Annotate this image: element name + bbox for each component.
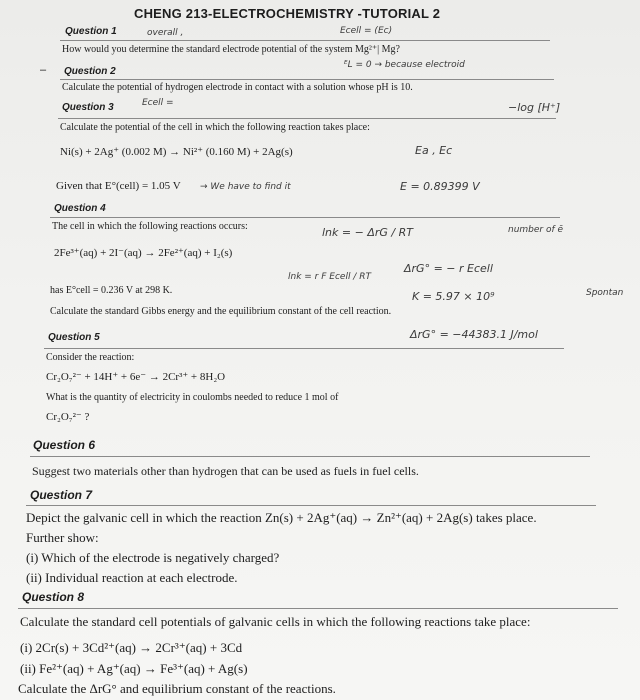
- q8-text: Calculate the standard cell potentials of galvanic cells in which the following reactions take place:: [20, 614, 531, 629]
- q1-text: How would you determine the standard electrode potential of the system Mg²⁺| Mg?: [62, 44, 400, 55]
- q5-text2: What is the quantity of electricity in coulombs needed to reduce 1 mol of: [46, 392, 339, 403]
- q2-note-ecell: Ecell =: [142, 98, 174, 108]
- q6-divider: [30, 456, 590, 457]
- q8-part-i: (i) 2Cr(s) + 3Cd²⁺(aq) → 2Cr³⁺(aq) + 3Cd: [20, 640, 243, 655]
- q4-note-k: K = 5.97 × 10⁹: [412, 290, 495, 303]
- question-1-label: Question 1: [65, 26, 117, 37]
- q4-text2: Calculate the standard Gibbs energy and the equilibrium constant of the cell reaction.: [50, 306, 392, 317]
- q1-note-ecell: Ecell = (Ec): [340, 26, 393, 36]
- q8-part-ii: (ii) Fe²⁺(aq) + Ag⁺(aq) → Fe³⁺(aq) + Ag(s): [20, 661, 248, 676]
- q4-reaction: 2Fe³⁺(aq) + 2I⁻(aq) → 2Fe²⁺(aq) + I₂(s): [54, 247, 233, 259]
- q3-note-find: → We have to find it: [200, 182, 291, 192]
- q1-note-line2: ᴱL = 0 → because electroid: [344, 60, 465, 70]
- q7-part-ii: (ii) Individual reaction at each electrode.: [26, 570, 238, 585]
- question-4-label: Question 4: [54, 203, 106, 214]
- question-2-label: Question 2: [64, 66, 116, 77]
- q6-text: Suggest two materials other than hydrogen that can be used as fuels in fuel cells.: [32, 464, 419, 478]
- q3-text: Calculate the potential of the cell in which the following reaction takes place:: [60, 122, 370, 133]
- q5-species: Cr₂O₇²⁻ ?: [46, 411, 90, 423]
- q3-divider: [58, 118, 556, 119]
- q8-last: Calculate the ΔrG° and equilibrium constant of the reactions.: [18, 681, 336, 696]
- question-5-label: Question 5: [48, 332, 100, 343]
- q3-given: Given that E°(cell) = 1.05 V: [56, 180, 181, 192]
- q5-divider: [44, 348, 564, 349]
- q4-text: The cell in which the following reactions occurs:: [52, 221, 248, 232]
- q4-divider: [50, 217, 560, 218]
- q2-dash-mark: –: [40, 64, 47, 76]
- question-7-label: Question 7: [30, 488, 93, 502]
- q2-divider: [60, 79, 554, 80]
- q4-note-lnk: lnk = − ΔrG / RT: [322, 226, 413, 239]
- q5-text1: Consider the reaction:: [46, 352, 135, 363]
- q4-note-lnk2: lnk = r F Ecell / RT: [288, 272, 371, 282]
- question-6-label: Question 6: [33, 438, 96, 452]
- q3-note-answer: E = 0.89399 V: [400, 180, 480, 193]
- q7-further: Further show:: [26, 530, 99, 545]
- question-3-label: Question 3: [62, 102, 114, 113]
- q4-note-number: number of ē: [508, 225, 564, 235]
- q7-part-i: (i) Which of the electrode is negatively charged?: [26, 550, 280, 565]
- q1-divider: [60, 40, 550, 41]
- q2-text: Calculate the potential of hydrogen electrode in contact with a solution whose pH is 10.: [62, 82, 413, 93]
- question-8-label: Question 8: [22, 590, 85, 604]
- q4-has: has E°cell = 0.236 V at 298 K.: [50, 285, 173, 296]
- page-title: CHENG 213-ELECTROCHEMISTRY -TUTORIAL 2: [134, 6, 441, 21]
- q3-note-ea: Ea , Ec: [415, 144, 453, 157]
- q3-reaction: Ni(s) + 2Ag⁺ (0.002 M) → Ni²⁺ (0.160 M) + 2Ag(s): [60, 146, 293, 158]
- q5-reaction: Cr₂O₇²⁻ + 14H⁺ + 6e⁻ → 2Cr³⁺ + 8H₂O: [46, 371, 226, 383]
- q4-note-drg: ΔrG° = − r Ecell: [404, 262, 493, 275]
- q4-note-drg2: ΔrG° = −44383.1 J/mol: [410, 328, 538, 341]
- q1-note-overall: overall ,: [147, 28, 184, 38]
- q2-note-log: −log [H⁺]: [508, 101, 561, 114]
- q4-note-spont: Spontan: [586, 288, 624, 298]
- q7-divider: [26, 505, 596, 506]
- q7-text: Depict the galvanic cell in which the reaction Zn(s) + 2Ag⁺(aq) → Zn²⁺(aq) + 2Ag(s) takes place.: [26, 510, 537, 525]
- q8-divider: [18, 608, 618, 609]
